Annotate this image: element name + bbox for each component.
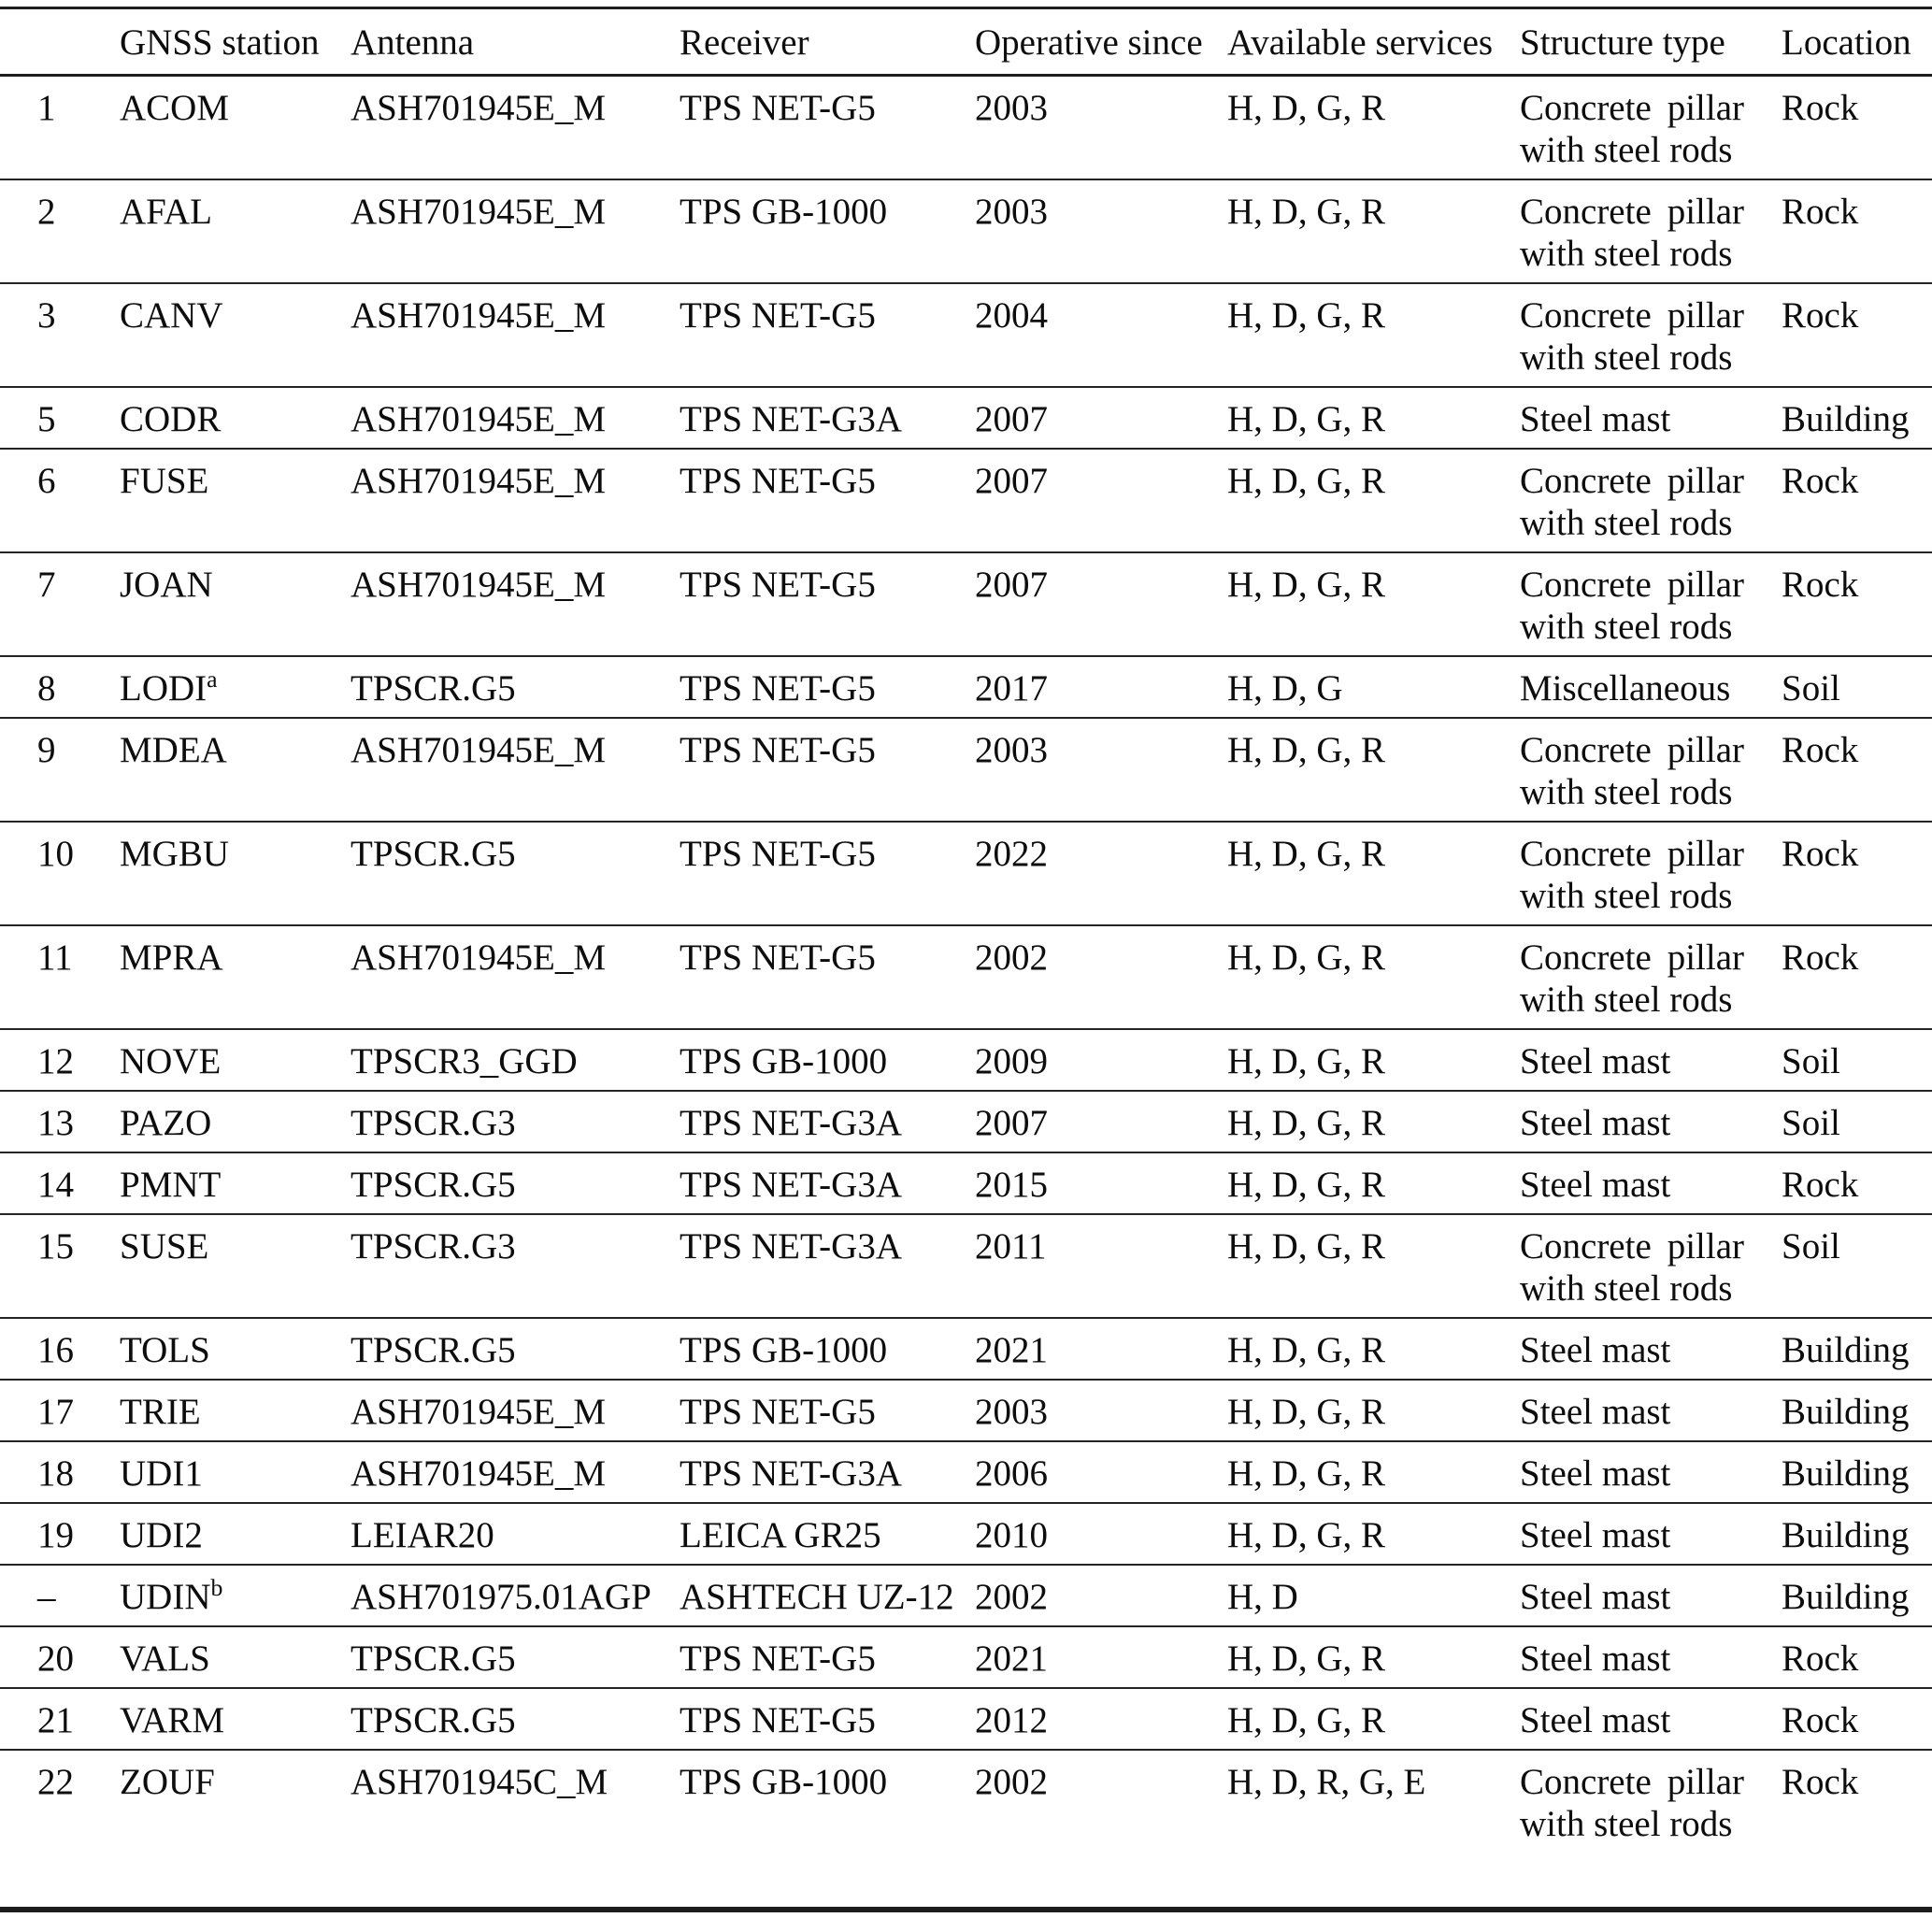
cell-receiver: TPS NET-G5 [680, 1688, 975, 1750]
cell-station-code: VARM [120, 1688, 351, 1750]
cell-operative-since: 2022 [975, 822, 1227, 925]
table-row [0, 656, 1932, 718]
table-row [0, 1152, 1932, 1214]
cell-receiver: TPS NET-G5 [680, 88, 876, 128]
cell-location: Soil [1782, 656, 1932, 718]
cell-antenna: TPSCR.G5 [351, 822, 680, 925]
cell-structure-type: Miscellaneous [1520, 656, 1782, 718]
cell-operative-since: 2007 [975, 387, 1227, 449]
cell-antenna: ASH701975.01AGP [351, 1565, 680, 1626]
cell-station-code: JOAN [120, 552, 351, 656]
cell-station-code: VALS [120, 1626, 351, 1688]
column-header-index [0, 8, 120, 76]
cell-station-code: ZOUF [120, 1750, 351, 1910]
cell-operative-since: 2007 [975, 449, 1227, 552]
cell-station-code: ACOM [120, 88, 230, 128]
column-header-structure-type: Structure type [1520, 8, 1782, 76]
cell-available-services: H, D, G, R [1227, 283, 1520, 387]
cell-station-code: UDI1 [120, 1441, 351, 1503]
cell-available-services: H, D, G, R [1227, 1688, 1520, 1750]
cell-structure-type: Steel mast [1520, 1441, 1782, 1503]
cell-available-services: H, D, G, R [1227, 88, 1386, 128]
cell-structure-type: Steel mast [1520, 1503, 1782, 1565]
cell-structure-type: Steel mast [1520, 387, 1782, 449]
cell-antenna: LEIAR20 [351, 1503, 680, 1565]
cell-available-services: H, D, G, R [1227, 1318, 1520, 1380]
cell-location: Rock [1782, 1750, 1932, 1910]
cell-structure-type: Steel mast [1520, 1029, 1782, 1091]
cell-location: Rock [1782, 718, 1932, 822]
table-row [0, 283, 1932, 387]
cell-receiver: TPS NET-G5 [680, 718, 975, 822]
cell-location: Rock [1782, 925, 1932, 1029]
cell-location: Building [1782, 1503, 1932, 1565]
cell-location: Building [1782, 1441, 1932, 1503]
cell-antenna: ASH701945E_M [351, 718, 680, 822]
cell-antenna: ASH701945E_M [351, 1441, 680, 1503]
cell-operative-since: 2003 [975, 718, 1227, 822]
cell-operative-since: 2017 [975, 656, 1227, 718]
cell-operative-since: 2004 [975, 283, 1227, 387]
cell-receiver: TPS GB-1000 [680, 1318, 975, 1380]
cell-receiver: TPS GB-1000 [680, 1029, 975, 1091]
cell-row-number: 2 [0, 179, 120, 283]
header-row [0, 8, 1932, 76]
cell-station-code: UDIN$^b$ [120, 1565, 351, 1626]
cell-antenna: ASH701945E_M [351, 1380, 680, 1441]
cell-station-code: FUSE [120, 449, 351, 552]
cell-structure-type: Concrete pillar with steel rods [1520, 449, 1782, 552]
table-row [0, 387, 1932, 449]
cell-operative-since: 2007 [975, 552, 1227, 656]
cell-antenna: TPSCR.G3 [351, 1214, 680, 1318]
cell-available-services: H, D, G, R [1227, 179, 1520, 283]
cell-row-number: 1 [37, 88, 56, 128]
cell-receiver: TPS GB-1000 [680, 1750, 975, 1910]
cell-available-services: H, D, G, R [1227, 1214, 1520, 1318]
cell-row-number: – [0, 1565, 120, 1626]
cell-structure-type: Concrete pillar with steel rods [1520, 1214, 1782, 1318]
cell-receiver: TPS NET-G3A [680, 1441, 975, 1503]
cell-structure-type: Concrete pillar with steel rods [1520, 88, 1744, 170]
cell-station-code: SUSE [120, 1214, 351, 1318]
cell-operative-since: 2002 [975, 925, 1227, 1029]
cell-row-number: 13 [0, 1091, 120, 1152]
column-header-available-services: Available services [1227, 8, 1520, 76]
cell-structure-type: Steel mast [1520, 1091, 1782, 1152]
cell-antenna: ASH701945E_M [351, 283, 680, 387]
cell-available-services: H, D, G, R [1227, 552, 1520, 656]
cell-station-code: MPRA [120, 925, 351, 1029]
cell-receiver: TPS NET-G3A [680, 387, 975, 449]
cell-row-number: 15 [0, 1214, 120, 1318]
table-row [0, 1318, 1932, 1380]
station-footnote-marker: a [207, 665, 218, 693]
cell-receiver: TPS NET-G5 [680, 822, 975, 925]
gnss-stations-table [0, 7, 1932, 1912]
cell-station-code: MGBU [120, 822, 351, 925]
cell-station-code: PAZO [120, 1091, 351, 1152]
cell-antenna: TPSCR.G5 [351, 1626, 680, 1688]
cell-location: Rock [1782, 552, 1932, 656]
cell-station-code: LODI$^a$ [120, 656, 351, 718]
cell-row-number: 8 [0, 656, 120, 718]
table-row [0, 925, 1932, 1029]
cell-receiver: TPS NET-G3A [680, 1214, 975, 1318]
cell-available-services: H, D, G, R [1227, 1503, 1520, 1565]
cell-antenna: ASH701945E_M [351, 552, 680, 656]
cell-available-services: H, D [1227, 1565, 1520, 1626]
cell-row-number: 16 [0, 1318, 120, 1380]
cell-structure-type: Concrete pillar with steel rods [1520, 1750, 1782, 1910]
cell-structure-type: Concrete pillar with steel rods [1520, 283, 1782, 387]
cell-available-services: H, D, G, R [1227, 1091, 1520, 1152]
cell-structure-type: Steel mast [1520, 1380, 1782, 1441]
cell-antenna: ASH701945E_M [351, 925, 680, 1029]
cell-receiver: LEICA GR25 [680, 1503, 975, 1565]
cell-location: Building [1782, 1380, 1932, 1441]
cell-location: Building [1782, 1565, 1932, 1626]
cell-row-number: 18 [0, 1441, 120, 1503]
cell-location: Rock [1782, 822, 1932, 925]
cell-antenna: TPSCR.G5 [351, 1152, 680, 1214]
column-header-antenna: Antenna [351, 8, 680, 76]
cell-row-number: 6 [0, 449, 120, 552]
cell-available-services: H, D, R, G, E [1227, 1750, 1520, 1910]
station-footnote-marker: b [210, 1574, 223, 1601]
table-row [0, 822, 1932, 925]
cell-operative-since: 2011 [975, 1214, 1227, 1318]
cell-receiver: TPS NET-G3A [680, 1152, 975, 1214]
cell-receiver: TPS NET-G5 [680, 552, 975, 656]
cell-structure-type: Concrete pillar with steel rods [1520, 718, 1782, 822]
cell-receiver: TPS NET-G5 [680, 656, 975, 718]
table-row [0, 1441, 1932, 1503]
cell-location: Rock [1782, 179, 1932, 283]
cell-location: Rock [1782, 1626, 1932, 1688]
table-row [0, 1688, 1932, 1750]
cell-receiver: TPS NET-G3A [680, 1091, 975, 1152]
cell-structure-type: Concrete pillar with steel rods [1520, 179, 1782, 283]
cell-receiver: TPS NET-G5 [680, 449, 975, 552]
cell-structure-type: Steel mast [1520, 1626, 1782, 1688]
cell-available-services: H, D, G, R [1227, 1029, 1520, 1091]
cell-row-number: 21 [0, 1688, 120, 1750]
cell-row-number: 10 [0, 822, 120, 925]
cell-row-number: 7 [0, 552, 120, 656]
cell-antenna: ASH701945E_M [351, 449, 680, 552]
cell-row-number: 12 [0, 1029, 120, 1091]
cell-location: Building [1782, 1318, 1932, 1380]
cell-available-services: H, D, G, R [1227, 1626, 1520, 1688]
table-row [0, 552, 1932, 656]
cell-row-number: 3 [0, 283, 120, 387]
table-row [0, 76, 1932, 180]
cell-available-services: H, D, G [1227, 656, 1520, 718]
column-header-operative-since: Operative since [975, 8, 1227, 76]
cell-antenna: TPSCR.G5 [351, 1318, 680, 1380]
table-row [0, 449, 1932, 552]
cell-operative-since: 2007 [975, 1091, 1227, 1152]
table-row [0, 1503, 1932, 1565]
cell-available-services: H, D, G, R [1227, 822, 1520, 925]
cell-location: Rock [1782, 1152, 1932, 1214]
cell-receiver: TPS NET-G5 [680, 1380, 975, 1441]
cell-operative-since: 2003 [975, 88, 1048, 128]
table-row [0, 1380, 1932, 1441]
table-row [0, 718, 1932, 822]
cell-structure-type: Steel mast [1520, 1688, 1782, 1750]
cell-operative-since: 2006 [975, 1441, 1227, 1503]
cell-location: Soil [1782, 1214, 1932, 1318]
cell-station-code: NOVE [120, 1029, 351, 1091]
cell-operative-since: 2015 [975, 1152, 1227, 1214]
cell-operative-since: 2003 [975, 1380, 1227, 1441]
cell-receiver: ASHTECH UZ-12 [680, 1565, 975, 1626]
cell-operative-since: 2010 [975, 1503, 1227, 1565]
cell-location: Soil [1782, 1029, 1932, 1091]
cell-available-services: H, D, G, R [1227, 925, 1520, 1029]
cell-row-number: 9 [0, 718, 120, 822]
cell-antenna: TPSCR3_GGD [351, 1029, 680, 1091]
cell-antenna: TPSCR.G5 [351, 656, 680, 718]
cell-receiver: TPS NET-G5 [680, 925, 975, 1029]
cell-station-code: TRIE [120, 1380, 351, 1441]
cell-operative-since: 2021 [975, 1626, 1227, 1688]
cell-station-code: CANV [120, 283, 351, 387]
cell-operative-since: 2003 [975, 179, 1227, 283]
cell-antenna: TPSCR.G5 [351, 1688, 680, 1750]
cell-operative-since: 2009 [975, 1029, 1227, 1091]
cell-row-number: 22 [0, 1750, 120, 1910]
cell-available-services: H, D, G, R [1227, 1152, 1520, 1214]
cell-station-code: CODR [120, 387, 351, 449]
cell-station-code: PMNT [120, 1152, 351, 1214]
cell-available-services: H, D, G, R [1227, 1380, 1520, 1441]
cell-row-number: 17 [0, 1380, 120, 1441]
cell-row-number: 5 [0, 387, 120, 449]
column-header-gnss-station: GNSS station [120, 8, 351, 76]
cell-antenna: ASH701945C_M [351, 1750, 680, 1910]
table-row [0, 179, 1932, 283]
cell-receiver: TPS GB-1000 [680, 179, 975, 283]
cell-location: Soil [1782, 1091, 1932, 1152]
cell-antenna: TPSCR.G3 [351, 1091, 680, 1152]
cell-location: Building [1782, 387, 1932, 449]
cell-station-code: UDI2 [120, 1503, 351, 1565]
cell-row-number: 14 [0, 1152, 120, 1214]
cell-antenna: ASH701945E_M [351, 387, 680, 449]
cell-location: Rock [1782, 88, 1859, 128]
cell-receiver: TPS NET-G5 [680, 283, 975, 387]
cell-structure-type: Concrete pillar with steel rods [1520, 552, 1782, 656]
column-header-receiver: Receiver [680, 8, 975, 76]
table-row [0, 1091, 1932, 1152]
cell-structure-type: Steel mast [1520, 1318, 1782, 1380]
cell-receiver: TPS NET-G5 [680, 1626, 975, 1688]
cell-station-code: TOLS [120, 1318, 351, 1380]
cell-structure-type: Concrete pillar with steel rods [1520, 822, 1782, 925]
cell-antenna: ASH701945E_M [351, 88, 607, 128]
cell-operative-since: 2002 [975, 1565, 1227, 1626]
cell-row-number: 19 [0, 1503, 120, 1565]
cell-operative-since: 2002 [975, 1750, 1227, 1910]
cell-antenna: ASH701945E_M [351, 179, 680, 283]
table-row [0, 1029, 1932, 1091]
cell-available-services: H, D, G, R [1227, 449, 1520, 552]
cell-available-services: H, D, G, R [1227, 718, 1520, 822]
table-row [0, 1626, 1932, 1688]
cell-row-number: 20 [0, 1626, 120, 1688]
cell-available-services: H, D, G, R [1227, 1441, 1520, 1503]
cell-station-code: AFAL [120, 179, 351, 283]
cell-operative-since: 2021 [975, 1318, 1227, 1380]
cell-structure-type: Concrete pillar with steel rods [1520, 925, 1782, 1029]
cell-location: Rock [1782, 283, 1932, 387]
table-row [0, 1565, 1932, 1626]
cell-location: Rock [1782, 449, 1932, 552]
table-row [0, 1214, 1932, 1318]
cell-location: Rock [1782, 1688, 1932, 1750]
cell-structure-type: Steel mast [1520, 1565, 1782, 1626]
cell-operative-since: 2012 [975, 1688, 1227, 1750]
cell-available-services: H, D, G, R [1227, 387, 1520, 449]
cell-station-code: MDEA [120, 718, 351, 822]
cell-structure-type: Steel mast [1520, 1152, 1782, 1214]
column-header-location: Location [1782, 8, 1932, 76]
cell-row-number: 11 [0, 925, 120, 1029]
table-row [0, 1750, 1932, 1910]
